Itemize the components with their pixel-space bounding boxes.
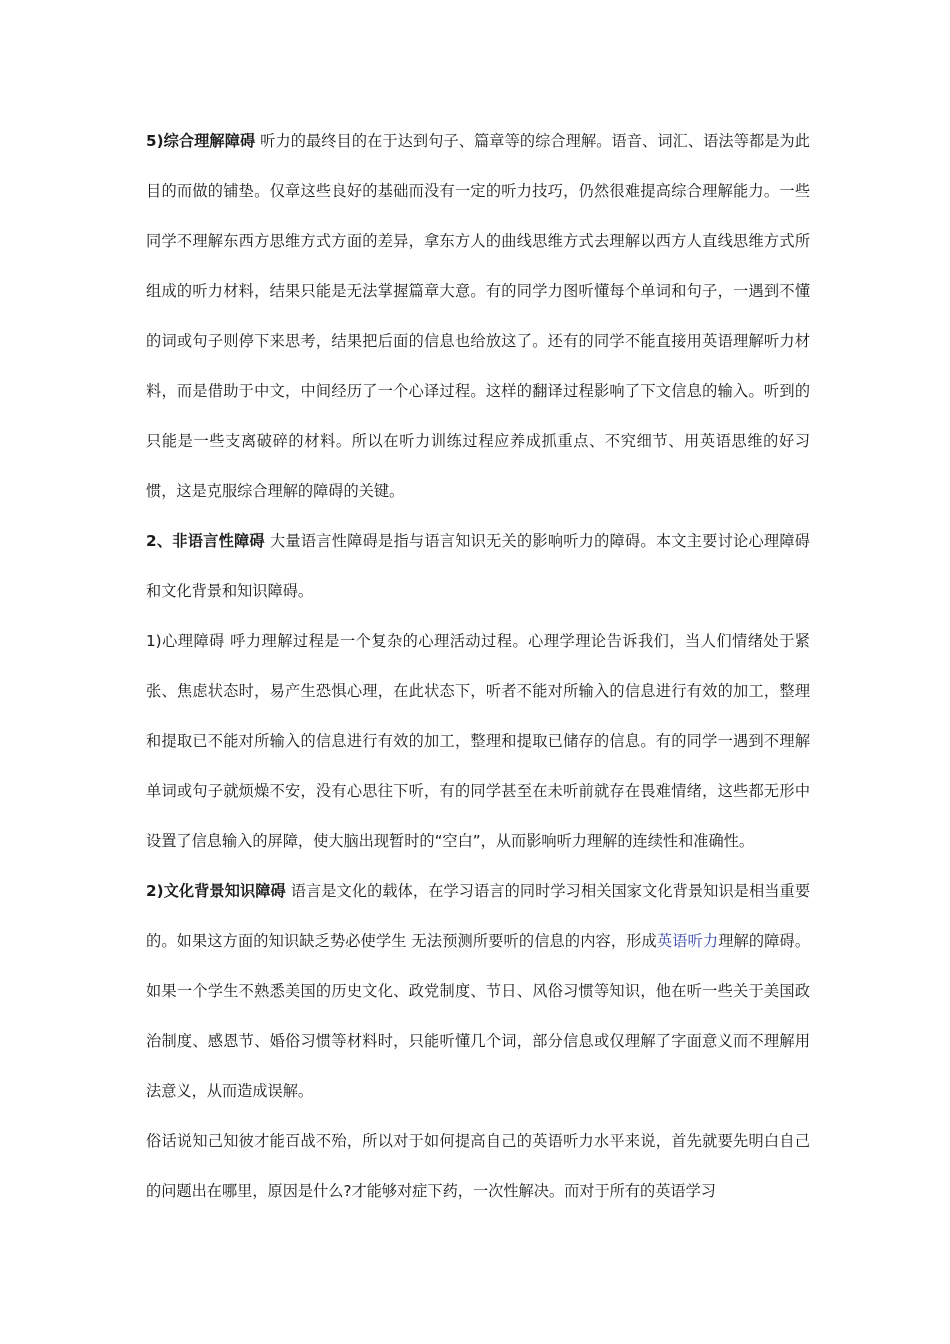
paragraph-nonlinguistic-barrier — [146, 516, 810, 616]
section-heading: 1)心理障碍 — [146, 632, 225, 650]
document-body — [146, 116, 810, 1216]
paragraph-text: 听力的最终目的在于达到句子、篇章等的综合理解。语音、词汇、语法等都是为此目的而做的铺垫。仅章这些良好的基础而没有一定的听力技巧，仍然很难提高综合理解能力。一些同学不理解东西方思维方式方面的差异，拿东方人的曲线思维方式去理解以西方人直线思维方式所组成的听力材料，结果只能是无法掌握篇章大意。有的同学力图听懂每个单词和句子，一遇到不懂的词或句子则停下来思考，结果把后面的信息也给放这了。还有的同学不能直接用英语理解听力材料，而是借助于中文，中间经历了一个心译过程。这样的翻译过程影响了下文信息的输入。听到的只能是一些支离破碎的材料。所以在听力训练过程应养成抓重点、不究细节、用英语思维的好习惯，这是克服综合理解的障碍的关键。 — [146, 132, 810, 500]
paragraph-comprehension-barrier — [146, 116, 810, 516]
section-heading: 2)文化背景知识障碍 — [146, 882, 286, 900]
paragraph-text: 语言是文化的载体，在学习语言的同时学习相关国家文化背景知识是相当重要的。如果这方面的知识缺乏势必使学生 无法预测所要听的信息的内容，形成 — [146, 882, 811, 950]
paragraph-text: 呼力理解过程是一个复杂的心理活动过程。心理学理论告诉我们，当人们情绪处于紧张、焦虑状态时，易产生恐惧心理，在此状态下，听者不能对所输入的信息进行有效的加工，整理和提取已不能对所输入的信息进行有效的加工，整理和提取已储存的信息。有的同学一遇到不理解单词或句子就烦燥不安，没有心思往下听，有的同学甚至在未听前就存在畏难情绪，这些都无形中设置了信息输入的屏障，使大脑出现暂时的“空白”，从而影响听力理解的连续性和准确性。 — [146, 632, 810, 850]
section-heading: 5)综合理解障碍 — [146, 132, 256, 150]
paragraph-text: 大量语言性障碍是指与语言知识无关的影响听力的障碍。本文主要讨论心理障碍和文化背景和知识障碍。 — [146, 532, 810, 600]
paragraph-text: 俗话说知己知彼才能百战不殆，所以对于如何提高自己的英语听力水平来说，首先就要先明白自己的问题出在哪里，原因是什么?才能够对症下药，一次性解决。而对于所有的英语学习 — [146, 1132, 810, 1200]
paragraph-conclusion — [146, 1116, 810, 1216]
paragraph-psychological-barrier — [146, 616, 810, 866]
english-listening-link[interactable]: 英语听力 — [656, 932, 719, 950]
paragraph-text: 理解的障碍。如果一个学生不熟悉美国的历史文化、政党制度、节日、风俗习惯等知识，他在听一些关于美国政治制度、感恩节、婚俗习惯等材料时，只能听懂几个词，部分信息或仅理解了字面意义而不理解用法意义，从而造成误解。 — [146, 932, 811, 1100]
paragraph-cultural-barrier — [146, 866, 810, 1116]
section-heading: 2、非语言性障碍 — [146, 532, 265, 550]
